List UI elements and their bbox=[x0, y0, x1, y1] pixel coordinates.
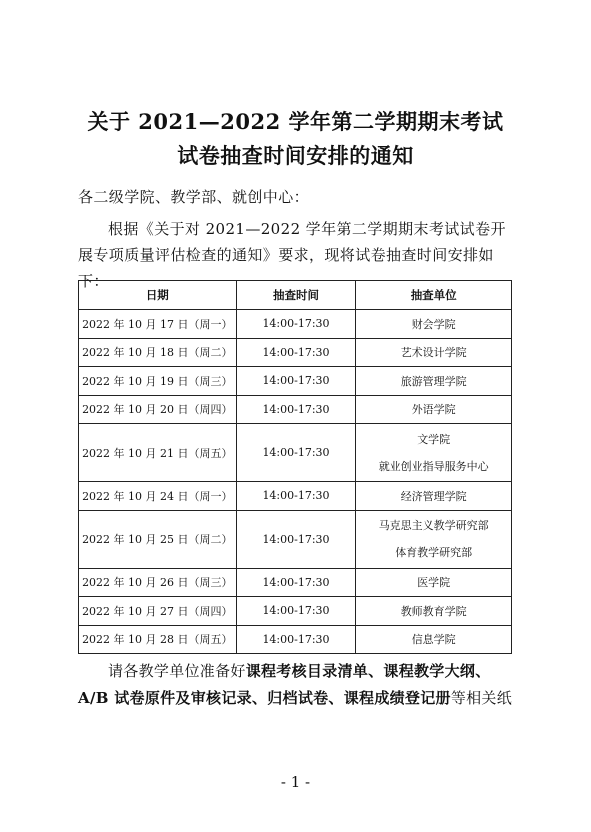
document-title-line-1: 关于 2021—2022 学年第二学期期末考试 bbox=[87, 109, 504, 134]
cell-time: 14:00-17:30 bbox=[236, 482, 356, 511]
table-row bbox=[79, 338, 512, 367]
closing-text-start: 请各教学单位准备好 bbox=[108, 662, 246, 680]
cell-time: 14:00-17:30 bbox=[236, 625, 356, 654]
cell-time: 14:00-17:30 bbox=[236, 424, 356, 482]
closing-bold-items: 课程考核目录清单、课程教学大纲、A/B 试卷原件及审核记录、归档试卷、课程成绩登记册 bbox=[78, 662, 491, 707]
cell-time: 14:00-17:30 bbox=[236, 597, 356, 626]
header-unit: 抽查单位 bbox=[356, 281, 512, 310]
closing-paragraph bbox=[78, 658, 518, 712]
cell-time: 14:00-17:30 bbox=[236, 568, 356, 597]
table-row bbox=[79, 482, 512, 511]
table-row bbox=[79, 568, 512, 597]
greeting: 各二级学院、教学部、就创中心： bbox=[78, 188, 310, 206]
table-row bbox=[79, 625, 512, 654]
unit-name: 就业创业指导服务中心 bbox=[378, 459, 489, 473]
cell-date: 2022 年 10 月 27 日（周四） bbox=[79, 597, 237, 626]
unit-name: 财会学院 bbox=[411, 317, 456, 331]
header-time: 抽查时间 bbox=[236, 281, 356, 310]
unit-name: 信息学院 bbox=[411, 633, 456, 647]
intro-paragraph: 根据《关于对 2021—2022 学年第二学期期末考试试卷开展专项质量评估检查的通知》要求，现将试卷抽查时间安排如下： bbox=[78, 220, 506, 290]
cell-time: 14:00-17:30 bbox=[236, 395, 356, 424]
cell-date: 2022 年 10 月 25 日（周二） bbox=[79, 510, 237, 568]
unit-name: 艺术设计学院 bbox=[400, 346, 467, 360]
unit-name: 马克思主义教学研究部 bbox=[378, 519, 489, 532]
cell-date: 2022 年 10 月 19 日（周三） bbox=[79, 367, 237, 396]
unit-name: 教师教育学院 bbox=[400, 604, 467, 618]
document-title-line-2: 试卷抽查时间安排的通知 bbox=[177, 143, 414, 168]
cell-date: 2022 年 10 月 18 日（周二） bbox=[79, 338, 237, 367]
cell-date: 2022 年 10 月 24 日（周一） bbox=[79, 482, 237, 511]
cell-time: 14:00-17:30 bbox=[236, 338, 356, 367]
unit-name: 旅游管理学院 bbox=[400, 374, 467, 388]
cell-unit bbox=[356, 597, 512, 626]
cell-date: 2022 年 10 月 20 日（周四） bbox=[79, 395, 237, 424]
table-header-row bbox=[79, 281, 512, 310]
table-row bbox=[79, 310, 512, 339]
cell-time: 14:00-17:30 bbox=[236, 510, 356, 568]
cell-time: 14:00-17:30 bbox=[236, 367, 356, 396]
cell-unit bbox=[356, 424, 512, 482]
schedule-table bbox=[78, 280, 512, 654]
unit-name: 经济管理学院 bbox=[400, 489, 467, 503]
unit-name: 外语学院 bbox=[411, 403, 456, 417]
cell-unit bbox=[356, 367, 512, 396]
cell-date: 2022 年 10 月 21 日（周五） bbox=[79, 424, 237, 482]
cell-unit bbox=[356, 395, 512, 424]
cell-unit bbox=[356, 568, 512, 597]
table-row bbox=[79, 597, 512, 626]
header-date: 日期 bbox=[79, 281, 237, 310]
cell-time: 14:00-17:30 bbox=[236, 310, 356, 339]
cell-date: 2022 年 10 月 17 日（周一） bbox=[79, 310, 237, 339]
cell-unit bbox=[356, 338, 512, 367]
cell-unit bbox=[356, 310, 512, 339]
table-row bbox=[79, 367, 512, 396]
closing-text-end: 等相关纸 bbox=[450, 689, 513, 707]
cell-date: 2022 年 10 月 28 日（周五） bbox=[79, 625, 237, 654]
unit-name: 文学院 bbox=[417, 432, 451, 446]
unit-name: 医学院 bbox=[417, 576, 451, 590]
cell-unit bbox=[356, 510, 512, 568]
table-row bbox=[79, 510, 512, 568]
cell-unit bbox=[356, 482, 512, 511]
cell-date: 2022 年 10 月 26 日（周三） bbox=[79, 568, 237, 597]
table-row bbox=[79, 395, 512, 424]
cell-unit bbox=[356, 625, 512, 654]
unit-name: 体育教学研究部 bbox=[395, 546, 473, 559]
table-row bbox=[79, 424, 512, 482]
page-number: - 1 - bbox=[280, 773, 311, 791]
